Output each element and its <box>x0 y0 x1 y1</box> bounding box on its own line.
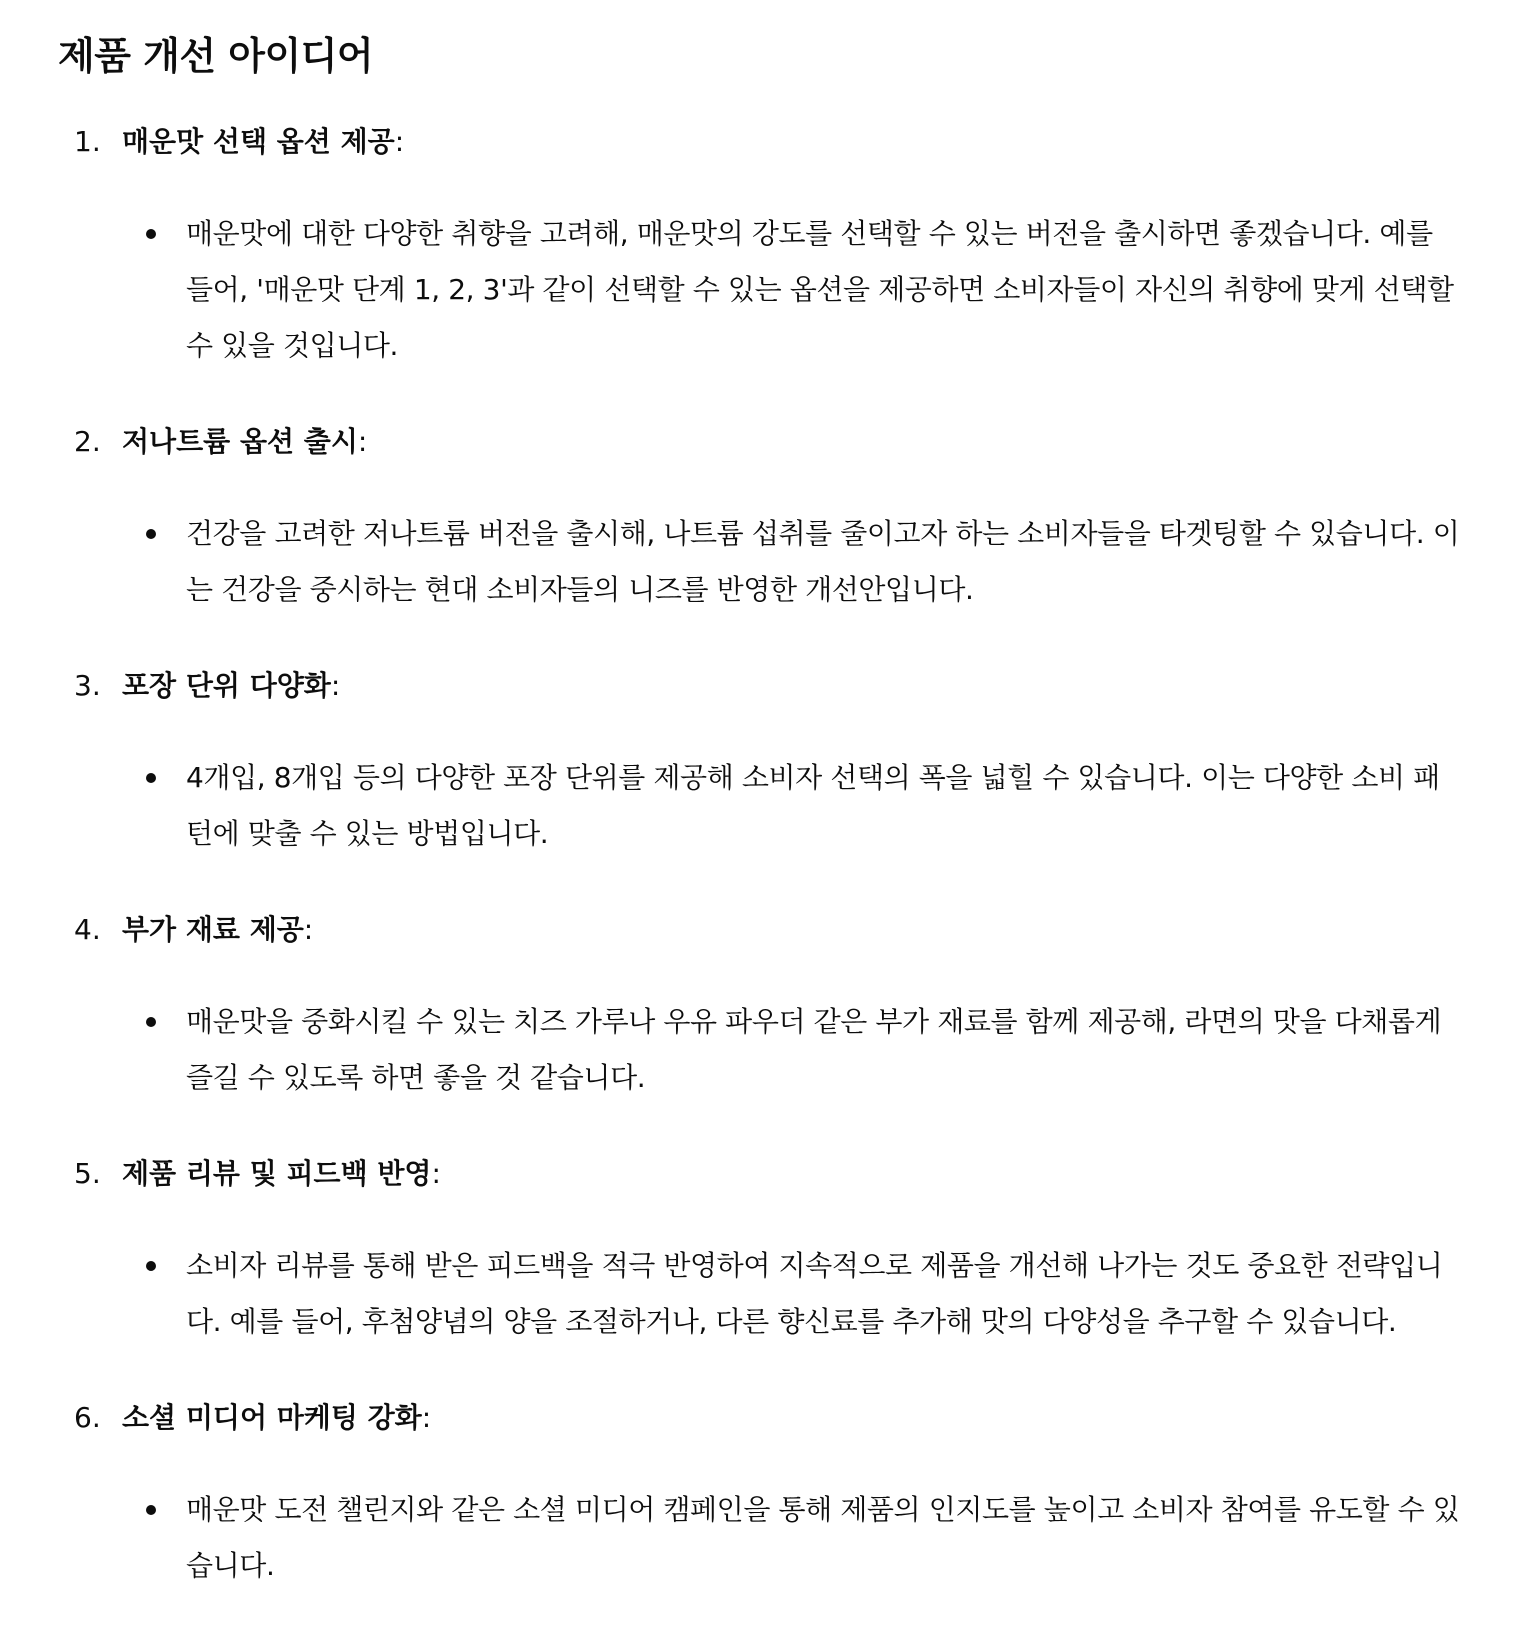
idea-number: 3. <box>74 669 101 702</box>
idea-title: 제품 리뷰 및 피드백 반영 <box>122 1157 432 1190</box>
idea-details <box>58 994 1462 1106</box>
idea-detail <box>186 1482 1462 1594</box>
idea-detail-text: 소비자 리뷰를 통해 받은 피드백을 적극 반영하여 지속적으로 제품을 개선해 나가는 것도 중요한 전략입니다. 예를 들어, 후첨양념의 양을 조절하거나, 다른 향신료를 추가해 맛의 다양성을 추구할 수 있습니다. <box>186 1249 1443 1338</box>
bullet-icon <box>146 1017 156 1027</box>
idea-details <box>58 506 1462 618</box>
idea-details <box>58 206 1462 374</box>
idea-detail <box>186 506 1462 618</box>
idea-colon: : <box>330 669 341 702</box>
idea-detail <box>186 994 1462 1106</box>
idea-detail-text: 매운맛을 중화시킬 수 있는 치즈 가루나 우유 파우더 같은 부가 재료를 함께 제공해, 라면의 맛을 다채롭게 즐길 수 있도록 하면 좋을 것 같습니다. <box>186 1005 1442 1094</box>
bullet-icon <box>146 773 156 783</box>
idea-details <box>58 1482 1462 1594</box>
idea-colon: : <box>394 125 405 158</box>
idea-number: 4. <box>74 913 101 946</box>
idea-item-4 <box>58 904 1462 1106</box>
idea-heading <box>58 660 1462 712</box>
idea-detail <box>186 1238 1462 1350</box>
idea-title: 소셜 미디어 마케팅 강화 <box>122 1401 422 1434</box>
idea-colon: : <box>421 1401 432 1434</box>
idea-heading <box>58 904 1462 956</box>
idea-details <box>58 750 1462 862</box>
idea-number: 5. <box>74 1157 101 1190</box>
document-title: 제품 개선 아이디어 <box>58 34 374 78</box>
idea-item-3 <box>58 660 1462 862</box>
idea-item-1 <box>58 116 1462 374</box>
idea-item-6 <box>58 1392 1462 1594</box>
idea-heading <box>58 416 1462 468</box>
idea-number: 6. <box>74 1401 101 1434</box>
idea-details <box>58 1238 1462 1350</box>
idea-colon: : <box>357 425 368 458</box>
idea-title: 포장 단위 다양화 <box>122 669 331 702</box>
idea-title: 매운맛 선택 옵션 제공 <box>122 125 395 158</box>
idea-detail-text: 매운맛에 대한 다양한 취향을 고려해, 매운맛의 강도를 선택할 수 있는 버전을 출시하면 좋겠습니다. 예를 들어, '매운맛 단계 1, 2, 3'과 같이 선택할 수 있는 옵션을 제공하면 소비자들이 자신의 취향에 맞게 선택할 수 있을 것입니다. <box>186 217 1454 362</box>
idea-colon: : <box>303 913 314 946</box>
bullet-icon <box>146 529 156 539</box>
bullet-icon <box>146 229 156 239</box>
idea-detail <box>186 750 1462 862</box>
idea-detail-text: 건강을 고려한 저나트륨 버전을 출시해, 나트륨 섭취를 줄이고자 하는 소비자들을 타겟팅할 수 있습니다. 이는 건강을 중시하는 현대 소비자들의 니즈를 반영한 개선안입니다. <box>186 517 1460 606</box>
idea-detail-text: 4개입, 8개입 등의 다양한 포장 단위를 제공해 소비자 선택의 폭을 넓힐 수 있습니다. 이는 다양한 소비 패턴에 맞출 수 있는 방법입니다. <box>186 761 1440 850</box>
idea-heading <box>58 116 1462 168</box>
idea-item-5 <box>58 1148 1462 1350</box>
bullet-icon <box>146 1505 156 1515</box>
idea-detail-text: 매운맛 도전 챌린지와 같은 소셜 미디어 캠페인을 통해 제품의 인지도를 높이고 소비자 참여를 유도할 수 있습니다. <box>186 1493 1460 1582</box>
idea-number: 1. <box>74 125 101 158</box>
idea-title: 부가 재료 제공 <box>122 913 304 946</box>
idea-heading <box>58 1392 1462 1444</box>
idea-item-2 <box>58 416 1462 618</box>
idea-detail <box>186 206 1462 374</box>
idea-title: 저나트륨 옵션 출시 <box>122 425 358 458</box>
idea-heading <box>58 1148 1462 1200</box>
idea-colon: : <box>431 1157 441 1190</box>
idea-number: 2. <box>74 425 101 458</box>
idea-list <box>58 116 1462 1594</box>
bullet-icon <box>146 1261 156 1271</box>
